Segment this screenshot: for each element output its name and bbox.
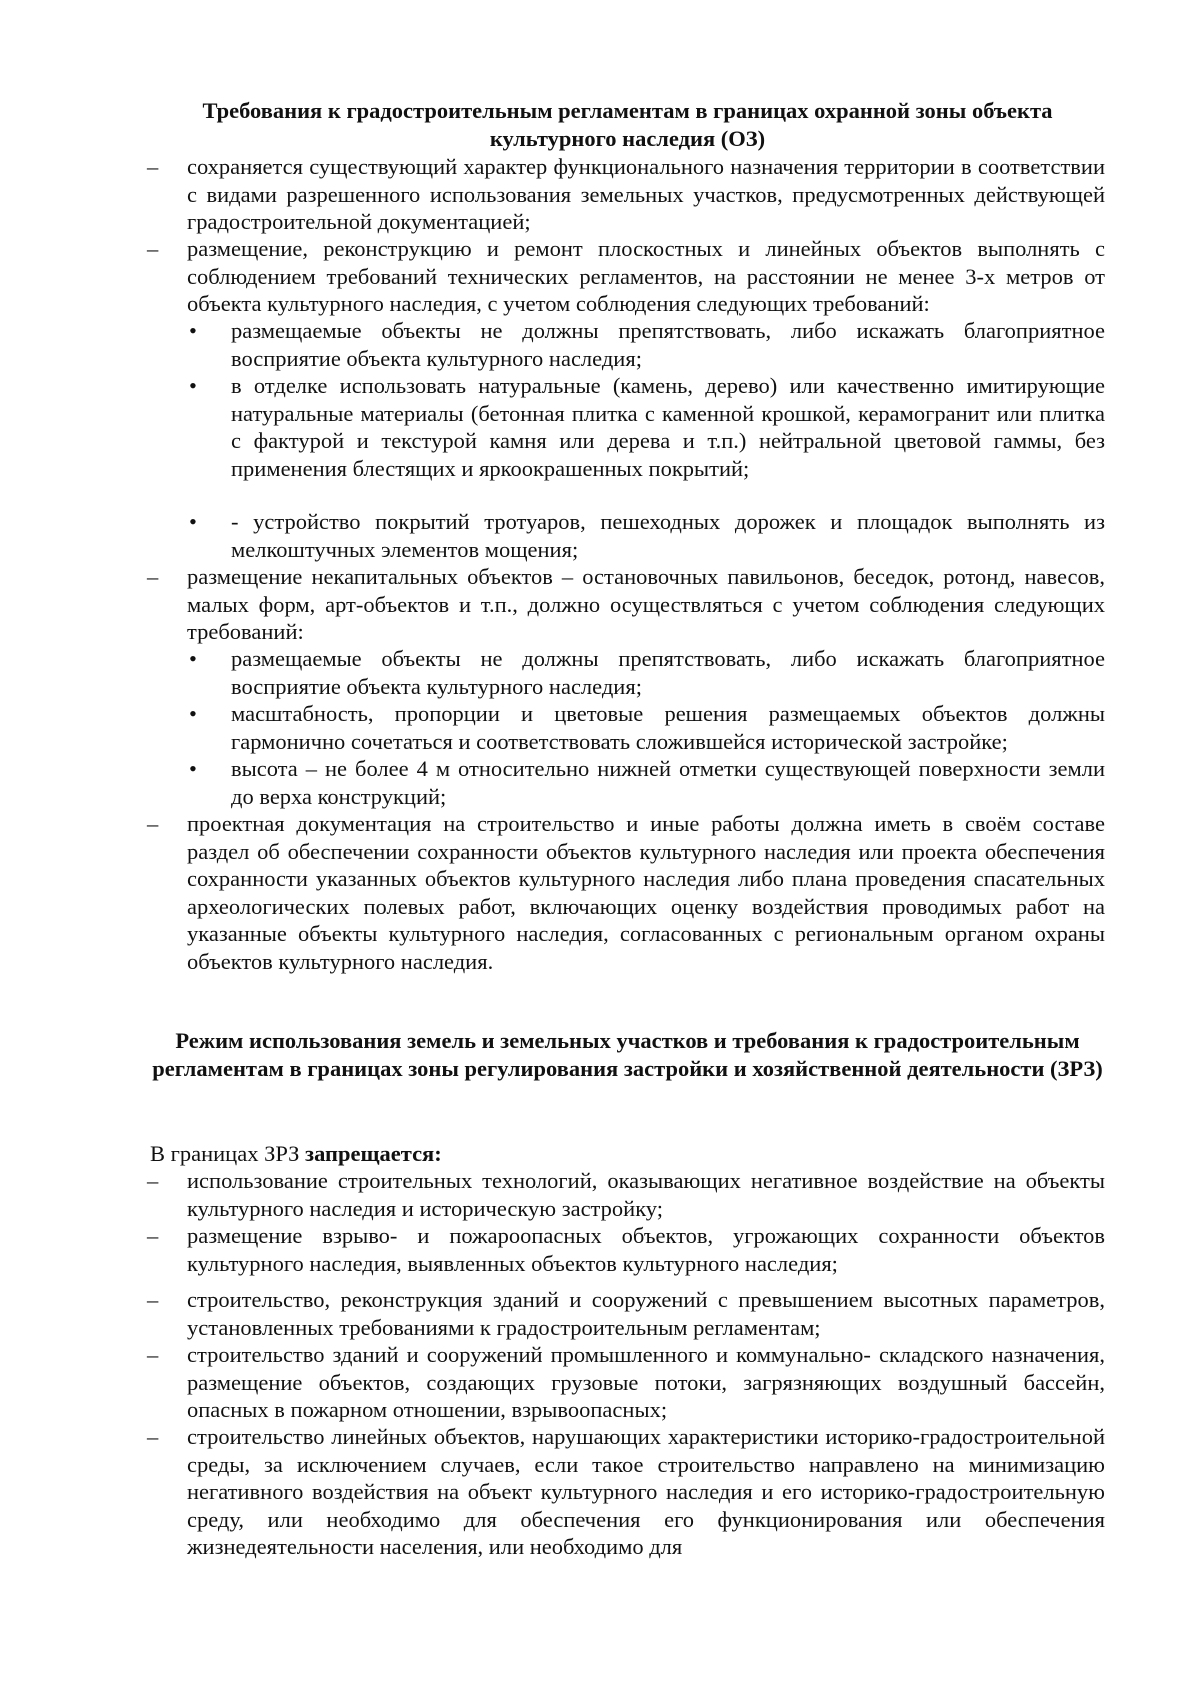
sub-list-item	[189, 700, 1105, 755]
sub-list-item	[189, 317, 1105, 372]
sub-list-item-text: в отделке использовать натуральные (камень, дерево) или качественно имитирующие натуральные материалы (бетонная плитка с каменной крошкой, керамогранит или плитка с фактурой и текстурой камня или дерева и т.п.) нейтральной цветовой гаммы, без применения блестящих и яркоокрашенных покрытий;	[231, 373, 1105, 481]
dash-marker: –	[147, 1424, 159, 1449]
list-item	[147, 810, 1105, 975]
list-item	[147, 1423, 1105, 1561]
dash-marker: –	[147, 236, 159, 261]
sub-list-item	[189, 508, 1105, 563]
sub-list-item-text: размещаемые объекты не должны препятствовать, либо искажать благоприятное восприятие объекта культурного наследия;	[231, 646, 1105, 699]
dash-marker: –	[147, 1287, 159, 1312]
list-item-text: размещение, реконструкцию и ремонт плоскостных и линейных объектов выполнять с соблюдением требований технических регламентов, на расстоянии не менее 3-х метров от объекта культурного наследия, с учетом соблюдения следующих требований:	[187, 236, 1105, 316]
list-item	[147, 1286, 1105, 1341]
sub-list-item-text: - устройство покрытий тротуаров, пешеходных дорожек и площадок выполнять из мелкоштучных элементов мощения;	[231, 509, 1105, 562]
bullet-marker: •	[189, 646, 197, 671]
sub-list-item	[189, 372, 1105, 482]
list-item-text: строительство зданий и сооружений промышленного и коммунально- складского назначения, размещение объектов, создающих грузовые потоки, загрязняющих воздушный бассейн, опасных в пожарном отношении, взрывоопасных;	[187, 1342, 1105, 1422]
list-item	[147, 1222, 1105, 1277]
sub-list-item-text: масштабность, пропорции и цветовые решения размещаемых объектов должны гармонично сочетаться и соответствовать сложившейся исторической застройке;	[231, 701, 1105, 754]
list-item-text: строительство линейных объектов, нарушающих характеристики историко-градостроительной среды, за исключением случаев, если такое строительство направлено на минимизацию негативного воздействия на объект культурного наследия и его историко-градостроительную среду, или необходимо для обеспечения его функционирования или обеспечения жизнедеятельности населения, или необходимо для	[187, 1424, 1105, 1559]
section1-title: Требования к градостроительным регламентам в границах охранной зоны объекта культурного наследия (ОЗ)	[202, 98, 1053, 151]
dash-marker: –	[147, 1223, 159, 1248]
list-item	[147, 563, 1105, 646]
list-item	[147, 1167, 1105, 1222]
intro-text: В границах ЗРЗ	[150, 1141, 306, 1166]
bullet-marker: •	[189, 701, 197, 726]
list-item-text: размещение взрыво- и пожароопасных объектов, угрожающих сохранности объектов культурного наследия, выявленных объектов культурного наследия;	[187, 1223, 1105, 1276]
dash-marker: –	[147, 1342, 159, 1367]
list-item	[147, 235, 1105, 318]
bullet-marker: •	[189, 509, 197, 534]
dash-marker: –	[147, 1168, 159, 1193]
dash-marker: –	[147, 564, 159, 589]
list-item-text: сохраняется существующий характер функционального назначения территории в соответствии с видами разрешенного использования земельных участков, предусмотренных действующей градостроительной документацией;	[187, 154, 1105, 234]
section2-intro	[150, 1140, 1105, 1168]
section2-title: Режим использования земель и земельных участков и требования к градостроительным регламентам в границах зоны регулирования застройки и хозяйственной деятельности (ЗРЗ)	[152, 1028, 1103, 1081]
list-item-text: проектная документация на строительство и иные работы должна иметь в своём составе раздел об обеспечении сохранности объектов культурного наследия или проекта обеспечения сохранности указанных объектов культурного наследия либо плана проведения спасательных археологических полевых работ, включающих оценку воздействия проводимых работ на указанные объекты культурного наследия, согласованных с региональным органом охраны объектов культурного наследия.	[187, 811, 1105, 974]
sub-list-item	[189, 755, 1105, 810]
list-item-text: строительство, реконструкция зданий и сооружений с превышением высотных параметров, установленных требованиями к градостроительным регламентам;	[187, 1287, 1105, 1340]
bullet-marker: •	[189, 318, 197, 343]
intro-emphasis: запрещается:	[305, 1141, 442, 1166]
sub-list-item-text: размещаемые объекты не должны препятствовать, либо искажать благоприятное восприятие объекта культурного наследия;	[231, 318, 1105, 371]
bullet-marker: •	[189, 756, 197, 781]
dash-marker: –	[147, 811, 159, 836]
bullet-marker: •	[189, 373, 197, 398]
list-item-text: использование строительных технологий, оказывающих негативное воздействие на объекты культурного наследия и историческую застройку;	[187, 1168, 1105, 1221]
list-item	[147, 1341, 1105, 1424]
dash-marker: –	[147, 154, 159, 179]
sub-list-item	[189, 645, 1105, 700]
list-item-text: размещение некапитальных объектов – остановочных павильонов, беседок, ротонд, навесов, малых форм, арт-объектов и т.п., должно осуществляться с учетом соблюдения следующих требований:	[187, 564, 1105, 644]
list-item	[147, 153, 1105, 236]
sub-list-item-text: высота – не более 4 м относительно нижней отметки существующей поверхности земли до верха конструкций;	[231, 756, 1105, 809]
